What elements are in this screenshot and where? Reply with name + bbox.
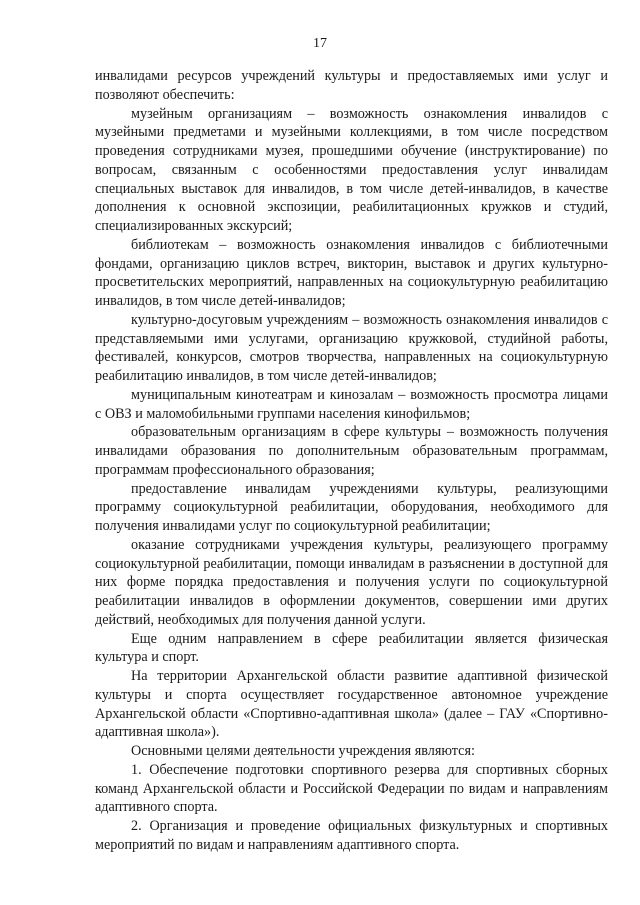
paragraph-goal-1: 1. Обеспечение подготовки спортивного резерва для спортивных сборных команд Архангельской области и Российской Федерации по видам и направлениям адаптивного спорта. bbox=[95, 761, 608, 816]
paragraph-staff-assistance: оказание сотрудниками учреждения культуры, реализующего программу социокультурной реабилитации, помощи инвалидам в разъяснении в доступной для них форме порядка предоставления и получения услуги по социокультурной реабилитации инвалидов в оформлении документов, совершении ими других действий, необходимых для получения данной услуги. bbox=[95, 536, 608, 628]
body-text bbox=[95, 67, 608, 855]
paragraph-intro-continuation: инвалидами ресурсов учреждений культуры и предоставляемых ими услуг и позволяют обеспечить: bbox=[95, 68, 608, 103]
paragraph-museums: музейным организациям – возможность ознакомления инвалидов с музейными предметами и музейными коллекциями, в том числе посредством проведения сотрудниками музея, прошедшими обучение (инструктирование) по вопросам, связанным с особенностями предоставления услуг инвалидам специальных выставок для инвалидов, в том числе детей-инвалидов, в качестве дополнения к основной экспозиции, реабилитационных кружков и студий, специализированных экскурсий; bbox=[95, 105, 608, 234]
paragraph-equipment: предоставление инвалидам учреждениями культуры, реализующими программу социокультурной реабилитации, оборудования, необходимого для получения инвалидами услуг по социокультурной реабилитации; bbox=[95, 480, 608, 534]
paragraph-goal-2: 2. Организация и проведение официальных физкультурных и спортивных мероприятий по видам и направлениям адаптивного спорта. bbox=[95, 818, 608, 853]
paragraph-goals-heading: Основными целями деятельности учреждения являются: bbox=[131, 743, 475, 759]
paragraph-libraries: библиотекам – возможность ознакомления инвалидов с библиотечными фондами, организацию циклов встреч, викторин, выставок и других культурно-просветительских мероприятий, направленных на социокультурную реабилитацию инвалидов, в том числе детей-инвалидов; bbox=[95, 236, 608, 309]
paragraph-physical-culture: Еще одним направлением в сфере реабилитации является физическая культура и спорт. bbox=[95, 630, 608, 666]
paragraph-cinemas: муниципальным кинотеатрам и кинозалам – возможность просмотра лицами с ОВЗ и маломобильными группами населения кинофильмов; bbox=[95, 386, 608, 422]
paragraph-educational: образовательным организациям в сфере культуры – возможность получения инвалидами образования по дополнительным образовательным программам, программам профессионального образования; bbox=[95, 424, 608, 478]
page-number: 17 bbox=[313, 36, 327, 51]
paragraph-arkhangelsk-school: На территории Архангельской области развитие адаптивной физической культуры и спорта осуществляет государственное автономное учреждение Архангельской области «Спортивно-адаптивная школа» (далее – ГАУ «Спортивно-адаптивная школа»). bbox=[95, 668, 608, 741]
paragraph-cultural-leisure: культурно-досуговым учреждениям – возможность ознакомления инвалидов с представляемыми ими услугами, организацию кружковой, студийной работы, фестивалей, конкурсов, смотров творчества, направленных на социокультурную реабилитацию инвалидов, в том числе детей-инвалидов; bbox=[95, 311, 608, 384]
